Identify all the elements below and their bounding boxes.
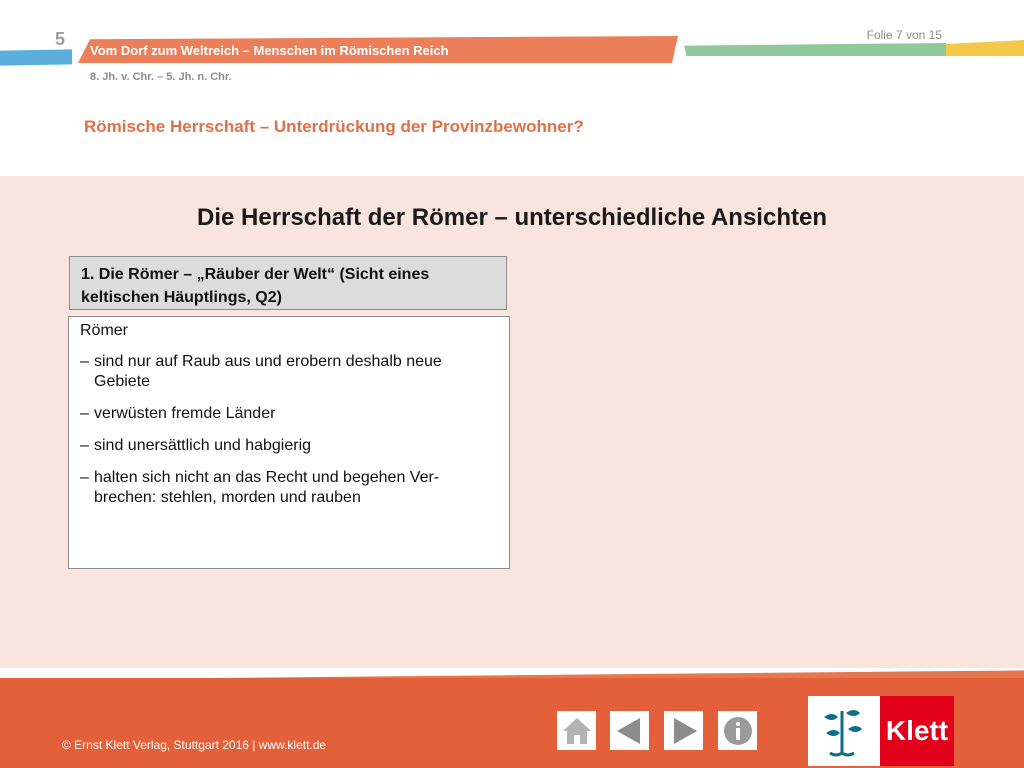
- time-range: 8. Jh. v. Chr. – 5. Jh. n. Chr.: [90, 71, 232, 83]
- decorative-stripe-green: [684, 43, 946, 56]
- list-item-text: verwüsten fremde Länder: [94, 405, 276, 422]
- list-item-text: sind unersättlich und habgierig: [94, 437, 312, 454]
- box-intro: Römer: [80, 322, 129, 339]
- list-dash: –: [80, 437, 89, 454]
- main-heading: Die Herrschaft der Römer – unterschiedliche Ansichten: [197, 204, 827, 231]
- home-icon: [561, 715, 593, 747]
- chapter-number: 5: [55, 29, 66, 49]
- slide-header: [0, 0, 1024, 176]
- list-dash: –: [80, 405, 89, 422]
- slide-footer: [0, 668, 1024, 768]
- info-button[interactable]: [718, 711, 757, 750]
- chapter-title: Vom Dorf zum Weltreich – Menschen im Römischen Reich: [90, 43, 449, 58]
- list-item: [80, 468, 498, 508]
- home-button[interactable]: [557, 711, 596, 750]
- slide-content: [0, 176, 1024, 668]
- list-item: [80, 436, 498, 456]
- list-item-text: halten sich nicht an das Recht und begehen Ver-brechen: stehlen, morden und rauben: [94, 469, 440, 506]
- info-icon: [722, 715, 754, 747]
- box-body: [68, 316, 510, 569]
- decorative-stripe-yellow: [946, 40, 1024, 56]
- list-item: [80, 352, 498, 392]
- klett-emblem-icon: [808, 696, 880, 766]
- point-list: [80, 352, 498, 508]
- section-title: Römische Herrschaft – Unterdrückung der Provinzbewohner?: [84, 117, 584, 136]
- next-slide-button[interactable]: [664, 711, 703, 750]
- klett-logo: [808, 696, 954, 766]
- klett-logo-text: Klett: [880, 696, 954, 766]
- list-dash: –: [80, 353, 89, 370]
- previous-slide-button[interactable]: [610, 711, 649, 750]
- arrow-left-icon: [614, 715, 646, 747]
- slide-counter: Folie 7 von 15: [866, 28, 942, 42]
- list-item-text: sind nur auf Raub aus und erobern deshalb neue Gebiete: [94, 353, 442, 390]
- decorative-stripe-blue: [0, 49, 72, 65]
- arrow-right-icon: [668, 715, 700, 747]
- list-dash: –: [80, 469, 89, 486]
- copyright-text: © Ernst Klett Verlag, Stuttgart 2016 | www.klett.de: [62, 738, 327, 752]
- list-item: [80, 404, 498, 424]
- box-title: 1. Die Römer – „Räuber der Welt“ (Sicht eines keltischen Häuptlings, Q2): [69, 256, 507, 310]
